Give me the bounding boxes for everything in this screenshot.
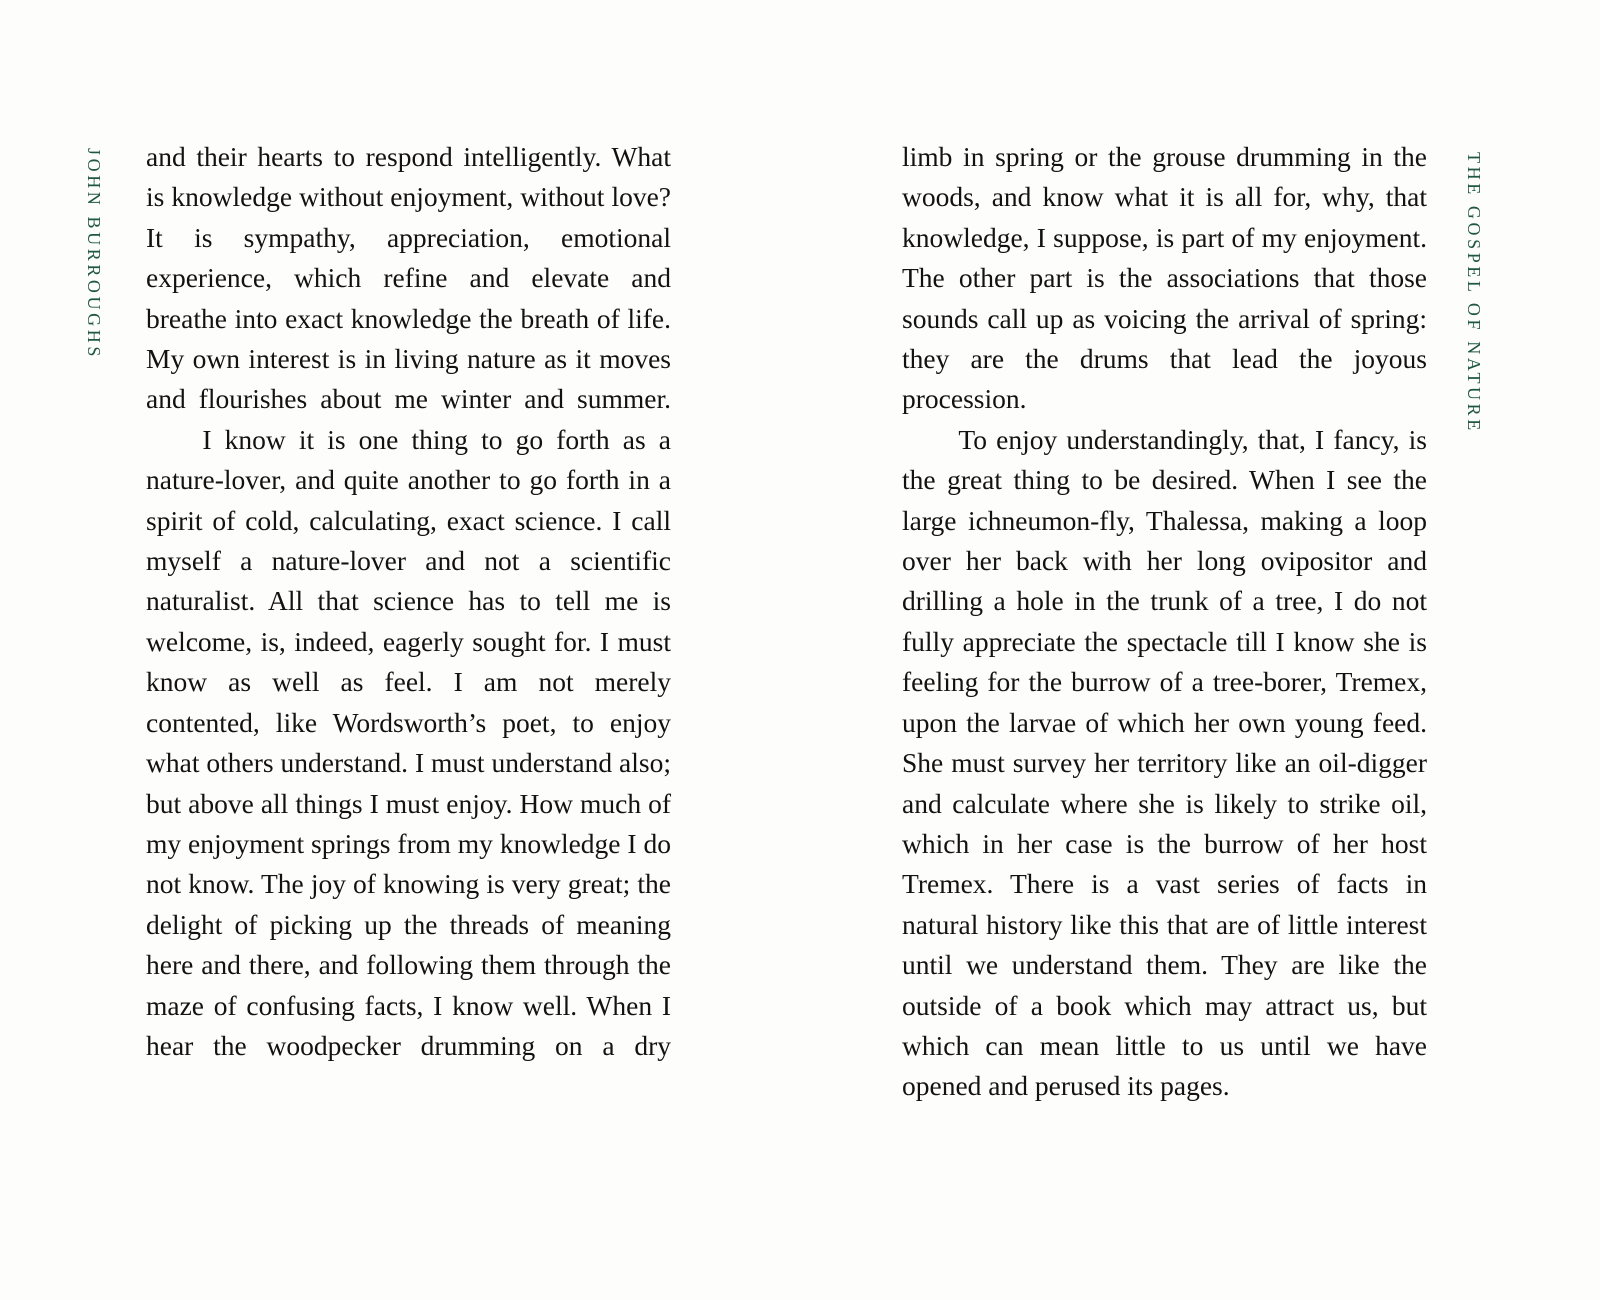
recto-text-column xyxy=(902,137,1427,1107)
verso-text-column xyxy=(146,137,671,1066)
paragraph: I know it is one thing to go forth as a nature-lover, and quite another to go forth in a spirit of cold, calculating, exact science. I call myself a nature-lover and not a scientific naturalist. All that science has to tell me is welcome, is, indeed, eagerly sought for. I must know as well as feel. I am not merely contented, like Wordsworth’s poet, to enjoy what others understand. I must understand also; but above all things I must enjoy. How much of my enjoyment springs from my knowledge I do not know. The joy of knowing is very great; the delight of picking up the threads of meaning here and there, and following them through the maze of confusing facts, I know well. When I hear the woodpecker drumming on a dry xyxy=(146,423,671,1061)
paragraph: limb in spring or the grouse drumming in the woods, and know what it is all for, why, that knowledge, I suppose, is part of my enjoyment. The other part is the associations that those sounds call up as voicing the arrival of spring: they are the drums that lead the joyous procession. xyxy=(902,141,1427,415)
paragraph: and their hearts to respond intelligently. What is knowledge without enjoyment, without love? It is sympathy, appreciation, emotional experience, which refine and elevate and breathe into exact knowledge the breath of life. My own interest is in living nature as it moves and flourishes about me winter and summer. xyxy=(146,141,671,415)
running-head-verso: JOHN BURROUGHS xyxy=(84,148,104,360)
running-head-recto: THE GOSPEL OF NATURE xyxy=(1464,152,1484,434)
paragraph: To enjoy understandingly, that, I fancy, is the great thing to be desired. When I see the large ichneumon-fly, Thalessa, making a loop over her back with her long ovipositor and drilling a hole in the trunk of a tree, I do not fully appreciate the spectacle till I know she is feeling for the burrow of a tree-borer, Tremex, upon the larvae of which her own young feed. She must survey her territory like an oil-digger and calculate where she is likely to strike oil, which in her case is the burrow of her host Tremex. There is a vast series of facts in natural history like this that are of little interest until we understand them. They are like the outside of a book which may attract us, but which can mean little to us until we have opened and perused its pages. xyxy=(902,423,1427,1102)
